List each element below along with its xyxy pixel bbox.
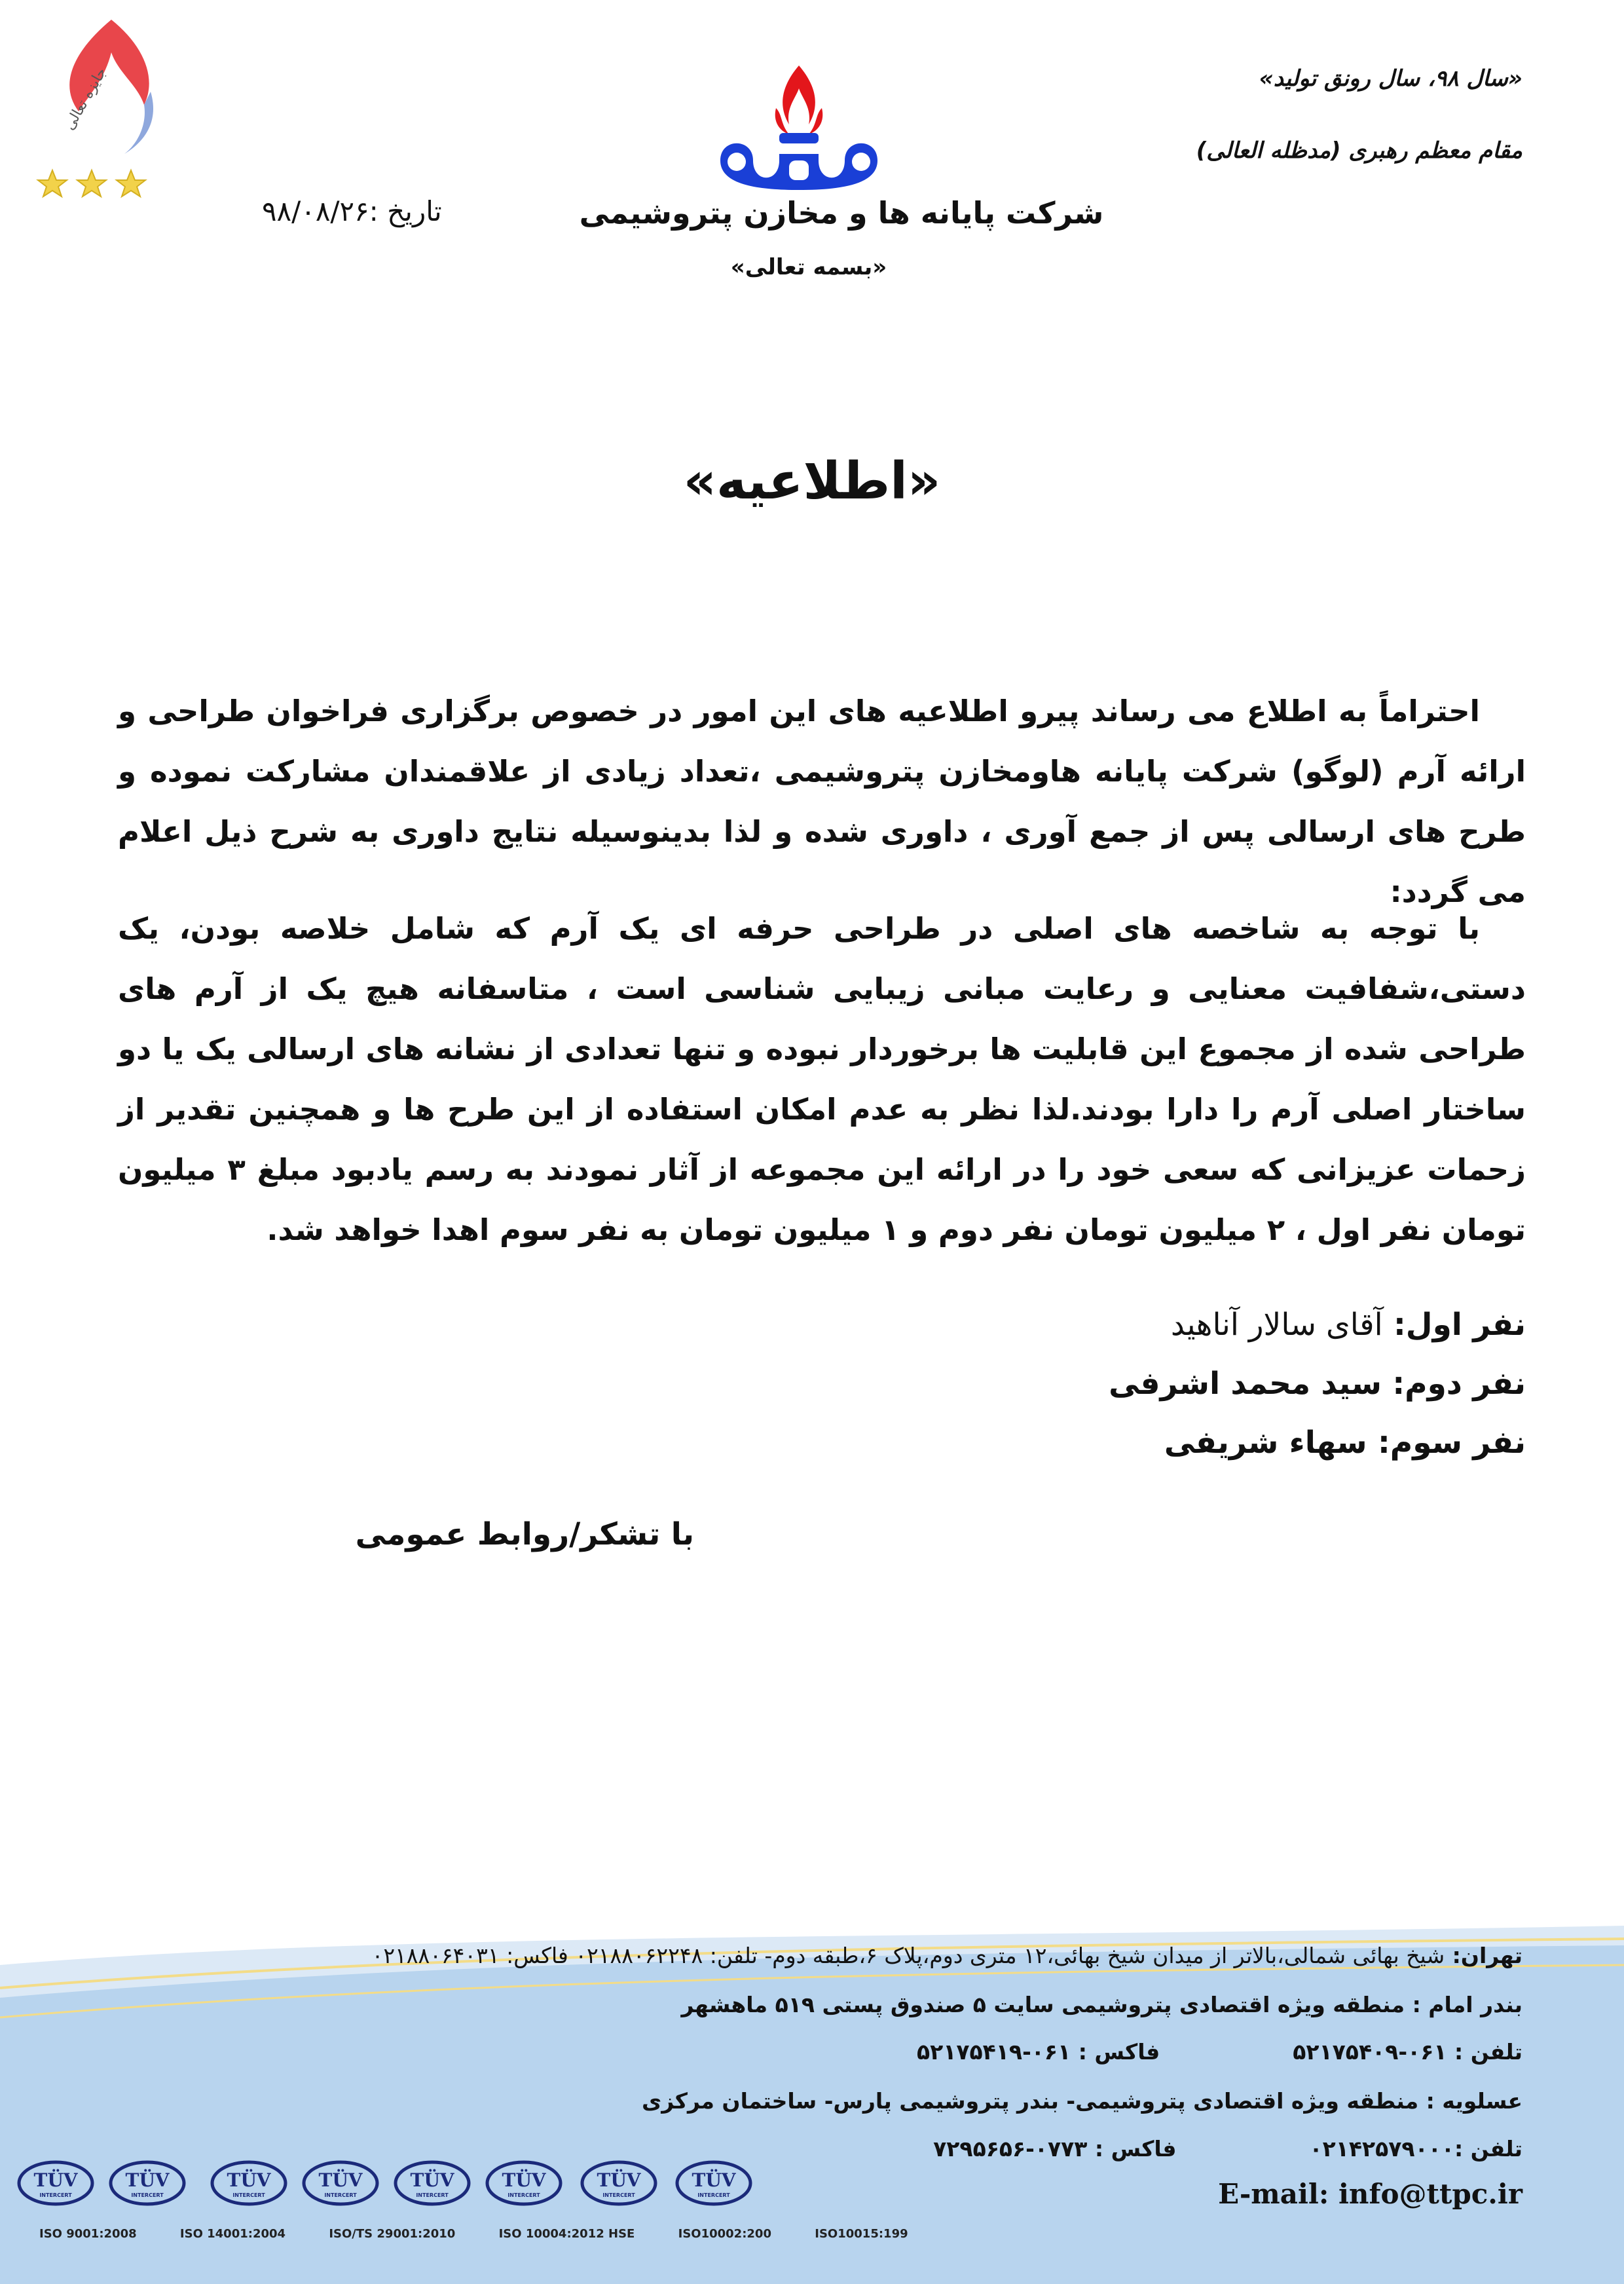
tuv-sub: INTERCERT <box>131 2192 164 2198</box>
winner-label: نفر اول: <box>1393 1307 1526 1343</box>
date-value: ۹۸/۰۸/۲۶ <box>262 195 369 227</box>
footer-email: E-mail: info@ttpc.ir <box>1218 2178 1522 2210</box>
winner-third <box>740 1425 1526 1461</box>
winner-name: آقای سالار آناهید <box>1170 1307 1383 1343</box>
winner-name: سهاء شریفی <box>1164 1425 1367 1461</box>
tuv-sub: INTERCERT <box>507 2192 540 2198</box>
bandar-fax: فاکس : ۰۶۱-۵۲۱۷۵۴۱۹ <box>916 2039 1160 2065</box>
award-logo <box>33 13 164 197</box>
footer-address-bandar-imam: بندر امام : منطقه ویژه اقتصادی پتروشیمی سایت ۵ صندوق پستی ۵۱۹ ماهشهر <box>681 1992 1522 2017</box>
winner-name: سید محمد اشرفی <box>1109 1366 1382 1402</box>
tuv-badge <box>301 2160 380 2206</box>
footer-phone-assaluyeh <box>82 2136 1522 2162</box>
body-paragraph-1: احتراماً به اطلاع می رساند پیرو اطلاعیه های این امور در خصوص برگزاری فراخوان طراحی و ارائه آرم (لوگو) شرکت پایانه هاومخازن پتروشیمی ،تعداد زیادی از علاقمندان مشارکت نموده و طرح های ارسالی پس از جمع آوری ، داوری شده و لذا بدینوسیله نتایج داوری به شرح ذیل اعلام می گردد: <box>118 694 1526 909</box>
footer-address-assaluyeh: عسلویه : منطقه ویژه اقتصادی پتروشیمی- بندر پتروشیمی پارس- ساختمان مرکزی <box>642 2088 1522 2114</box>
company-logo <box>707 62 891 193</box>
tuv-badge <box>108 2160 187 2206</box>
bandar-tel: تلفن : ۰۶۱-۵۲۱۷۵۴۰۹ <box>1293 2039 1522 2065</box>
iso-text: ISO 10004:2012 HSE <box>498 2227 635 2241</box>
winner-first <box>740 1307 1526 1343</box>
tuv-sub: INTERCERT <box>602 2192 635 2198</box>
iso-text: ISO10002:200 <box>678 2227 771 2241</box>
body-paragraph-2: با توجه به شاخصه های اصلی در طراحی حرفه ای یک آرم که شامل خلاصه بودن، یک دستی،شفافیت معنایی و رعایت مبانی زیبایی شناسی است ، متاسفانه هیچ یک از آرم های طراحی شده از مجموع این قابلیت ها برخوردار نبوده و تنها تعدادی از نشانه های ارسالی یک یا دو ساختار اصلی آرم را دارا بودند.لذا نظر به عدم امکان استفاده از این طرح ها و همچنین تقدیر از زحمات عزیزانی که سعی خود را در ارائه این مجموعه از آثار نمودند به رسم یادبود مبلغ ۳ میلیون تومان نفر اول ، ۲ میلیون تومان نفر دوم و ۱ میلیون تومان به نفر سوم اهدا خواهد شد. <box>118 911 1526 1247</box>
tuv-label: TÜV <box>502 2169 546 2191</box>
winner-second <box>740 1366 1526 1402</box>
tuv-sub: INTERCERT <box>232 2192 265 2198</box>
tuv-sub: INTERCERT <box>324 2192 357 2198</box>
date-line <box>262 195 524 227</box>
bismillah: «بسمه تعالی» <box>730 254 887 280</box>
assaluyeh-fax: فاکس : ۰۷۷۳-۷۲۹۵۶۵۶ <box>933 2136 1177 2162</box>
tuv-badge <box>580 2160 658 2206</box>
tuv-badge <box>485 2160 563 2206</box>
iso-text: ISO 14001:2004 <box>179 2227 286 2241</box>
iso-standards-line <box>39 2227 908 2241</box>
year-slogan: «سال ۹۸، سال رونق تولید» <box>1259 66 1522 92</box>
tuv-label: TÜV <box>597 2169 641 2191</box>
tuv-label: TÜV <box>318 2169 363 2191</box>
footer-phone-bandar-imam <box>82 2039 1522 2065</box>
tuv-label: TÜV <box>33 2169 78 2191</box>
tuv-label: TÜV <box>410 2169 454 2191</box>
tehran-label: تهران: <box>1452 1943 1522 1968</box>
tuv-label: TÜV <box>125 2169 170 2191</box>
company-name: شرکت پایانه ها و مخازن پتروشیمی <box>579 195 1104 231</box>
tuv-sub: INTERCERT <box>697 2192 730 2198</box>
tuv-label: TÜV <box>692 2169 736 2191</box>
iso-text: ISO/TS 29001:2010 <box>329 2227 456 2241</box>
tuv-label: TÜV <box>227 2169 271 2191</box>
assaluyeh-tel: تلفن :۰۲۱۴۲۵۷۹۰۰۰ <box>1309 2136 1522 2162</box>
notice-title: «اطلاعیه» <box>683 452 941 511</box>
iso-text: ISO10015:199 <box>815 2227 908 2241</box>
tehran-address: شیخ بهائی شمالی،بالاتر از میدان شیخ بهائی،۱۲ متری دوم،پلاک ۶،طبقه دوم- تلفن: ۰۲۱۸۸۰۶۲۲۴۸ فاکس: ۰۲۱۸۸۰۶۴۰۳۱ <box>371 1943 1445 1968</box>
winner-label: نفر سوم: <box>1377 1425 1526 1461</box>
tuv-sub: INTERCERT <box>39 2192 72 2198</box>
footer-address-tehran <box>82 1943 1522 1968</box>
iso-text: ISO 9001:2008 <box>39 2227 137 2241</box>
date-label: تاریخ : <box>369 195 442 227</box>
winner-label: نفر دوم: <box>1392 1366 1526 1402</box>
tuv-badge <box>674 2160 753 2206</box>
slogan-source: مقام معظم رهبری (مدظله العالی) <box>1196 138 1522 164</box>
signature: با تشکر/روابط عمومی <box>355 1516 694 1552</box>
tuv-badge <box>210 2160 288 2206</box>
tuv-badge <box>393 2160 471 2206</box>
tuv-sub: INTERCERT <box>416 2192 449 2198</box>
award-logo-text: جایزه تعالی <box>61 65 110 133</box>
tuv-badge <box>16 2160 95 2206</box>
